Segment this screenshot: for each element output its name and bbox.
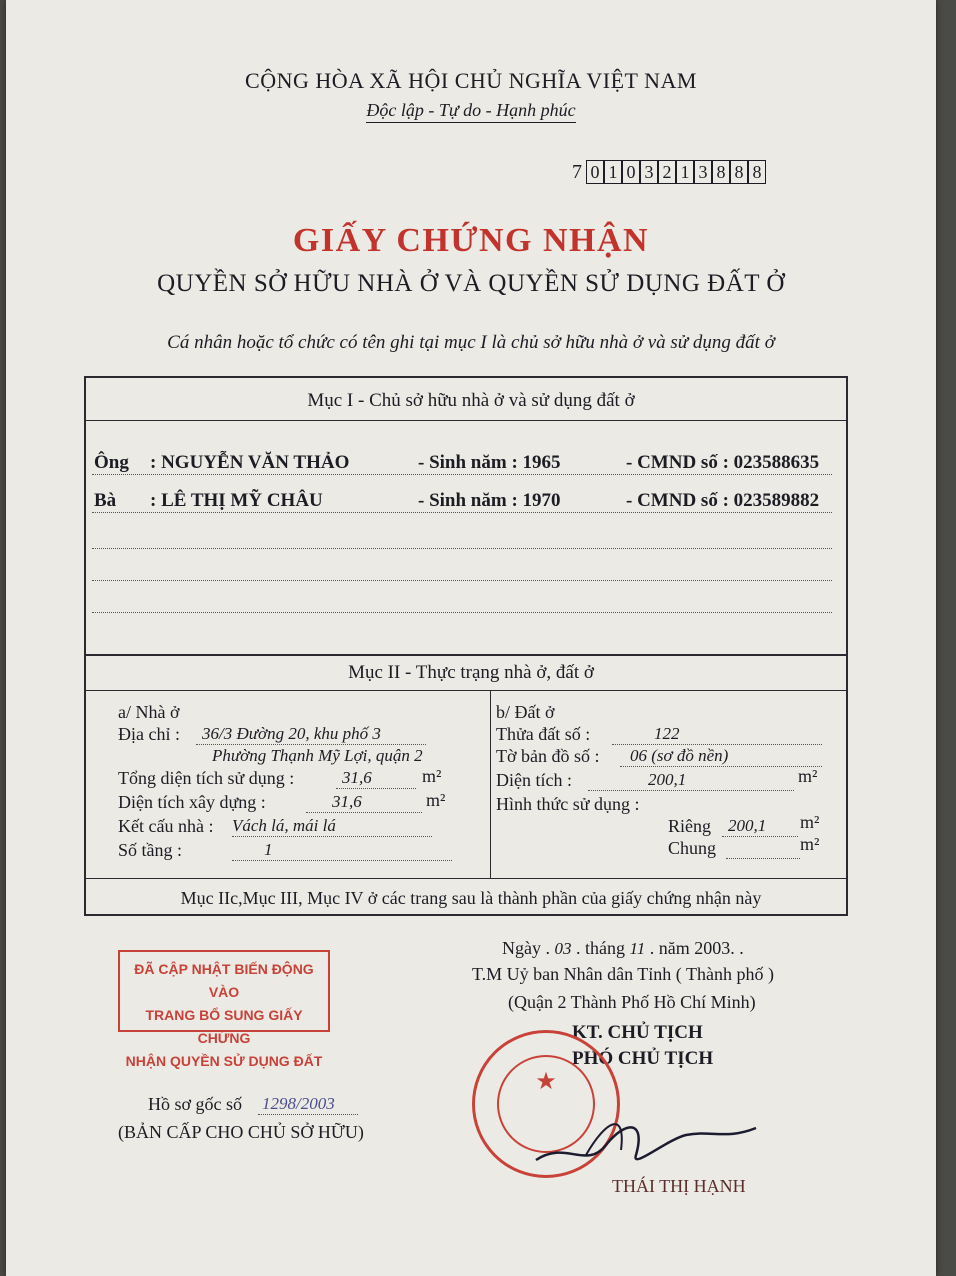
section1-title: Mục I - Chủ sở hữu nhà ở và sử dụng đất ở (307, 390, 635, 411)
land-area-label: Diện tích : (496, 770, 572, 790)
parcel-value: 122 (654, 724, 680, 743)
house-heading: a/ Nhà ở (118, 702, 180, 722)
shared-label: Chung (668, 838, 717, 858)
land-area-value: 200,1 (648, 770, 687, 789)
land-area-unit: m² (798, 766, 818, 786)
section2-footer-divider (86, 878, 846, 879)
build-area-label: Diện tích xây dựng : (118, 792, 266, 812)
document-title: GIẤY CHỨNG NHẬN (292, 222, 650, 259)
dossier-label: Hồ sơ gốc số (148, 1094, 243, 1114)
section2-top-divider (86, 654, 846, 656)
issuing-authority: T.M Uỷ ban Nhân dân Tỉnh ( Thành phố ) (472, 964, 774, 984)
private-label: Riêng (668, 816, 711, 836)
issuing-district: (Quận 2 Thành Phố Hồ Chí Minh) (508, 992, 756, 1012)
issue-date: Ngày . 03 . tháng 11 . năm 2003. . (502, 938, 744, 958)
section2-title-divider (86, 690, 846, 691)
section2-title: Mục II - Thực trạng nhà ở, đất ở (348, 662, 594, 683)
usage-label: Hình thức sử dụng : (496, 794, 640, 814)
box-right-border (846, 376, 848, 916)
land-heading: b/ Đất ở (496, 702, 555, 722)
private-unit: m² (800, 812, 820, 832)
copy-note: (BẢN CẤP CHO CHỦ SỞ HỮU) (118, 1122, 364, 1142)
dossier-number: 1298/2003 (262, 1094, 335, 1113)
signatory-role-1: KT. CHỦ TỊCH (572, 1022, 703, 1043)
signatory-role-2: PHÓ CHỦ TỊCH (572, 1048, 714, 1069)
private-value: 200,1 (728, 816, 767, 835)
update-stamp: ĐÃ CẬP NHẬT BIẾN ĐỘNG VÀO TRANG BỔ SUNG GIẤY CHỨNG NHẬN QUYỀN SỬ DỤNG ĐẤT (118, 950, 330, 1032)
certificate-page: CỘNG HÒA XÃ HỘI CHỦ NGHĨA VIỆT NAM Độc lập - Tự do - Hạnh phúc 7 0 1 0 3 2 1 3 8 8 8 GIẤY CHỨNG NHẬN QUYỀN SỞ HỮU NHÀ Ở VÀ QUYỀN SỬ DỤNG ĐẤT Ở Cá nhân hoặc tổ chức có tên ghi tại mục I là chủ sở hữu nhà ở và sử dụng đất ở Mục I - Chủ sở hữu nhà ở và sử dụng đất ở Ông : NGUYỄN VĂN THẢO - Sinh năm : 1965 - CMND số : 023588635 Bà : LÊ THỊ MỸ CHÂU - Sinh năm : 1970 - CMND số : 023589882 Mục II - Thực trạng nhà ở, đất ở a/ Nhà ở Địa chỉ : 36/3 Đường 20, khu phố 3 Phường Thạnh Mỹ Lợi, quận 2 Tổng diện tích sử dụng : 31,6 m² Diện tích xây dựng : 31,6 m² Kết cấu nhà : Vách lá, mái lá Số tầng : 1 b/ Đất ở Thửa đất số : 122 Tờ bản đồ số : 06 (sơ đồ nền) Diện tích : 200,1 m² Hình thức sử dụng : Riêng 200,1 m² Chung m² Mục IIc,Mục III, Mục IV ở các trang sau là thành phần của giấy chứng nhận này ĐÃ CẬP NHẬT BIẾN ĐỘNG VÀO TRANG BỔ SUNG GIẤY CHỨNG NHẬN QUYỀN SỬ DỤNG ĐẤT Ngày . 03 . tháng 11 . năm 2003. . T.M Uỷ ban Nhân dân Tỉnh ( Thành phố ) (Quận 2 Thành Phố Hồ Chí Minh) KT. CHỦ TỊCH PHÓ CHỦ TỊCH ★ THÁI THỊ HẠNH Hồ sơ gốc số 1298/2003 (BẢN CẤP CHO CHỦ SỞ HỮU) (6, 0, 936, 1276)
section2-footer-note: Mục IIc,Mục III, Mục IV ở các trang sau là thành phần của giấy chứng nhận này (180, 888, 762, 908)
total-area-label: Tổng diện tích sử dụng : (118, 768, 295, 788)
map-value: 06 (sơ đồ nền) (630, 746, 729, 765)
build-area-value: 31,6 (332, 792, 362, 811)
address-label: Địa chỉ : (118, 724, 180, 744)
country-header: CỘNG HÒA XÃ HỘI CHỦ NGHĨA VIỆT NAM (245, 68, 697, 93)
map-label: Tờ bản đồ số : (496, 746, 600, 766)
serial-number: 7 0 1 0 3 2 1 3 8 8 8 (572, 160, 766, 184)
total-area-unit: m² (422, 766, 442, 786)
box-left-border (84, 376, 86, 916)
motto: Độc lập - Tự do - Hạnh phúc (6, 100, 936, 121)
section1-title-divider (86, 420, 846, 421)
shared-unit: m² (800, 834, 820, 854)
parcel-label: Thửa đất số : (496, 724, 591, 744)
floors-label: Số tầng : (118, 840, 183, 860)
structure-label: Kết cấu nhà : (118, 816, 214, 836)
signer-name: THÁI THỊ HẠNH (612, 1176, 746, 1196)
floors-value: 1 (264, 840, 273, 859)
intro-text: Cá nhân hoặc tổ chức có tên ghi tại mục I là chủ sở hữu nhà ở và sử dụng đất ở (167, 332, 775, 353)
address-line2: Phường Thạnh Mỹ Lợi, quận 2 (212, 746, 423, 765)
total-area-value: 31,6 (342, 768, 372, 787)
box-top-border (84, 376, 848, 378)
section2-column-divider (490, 690, 491, 878)
document-subtitle: QUYỀN SỞ HỮU NHÀ Ở VÀ QUYỀN SỬ DỤNG ĐẤT Ở (157, 270, 785, 297)
signature-mark (526, 1100, 766, 1180)
build-area-unit: m² (426, 790, 446, 810)
structure-value: Vách lá, mái lá (232, 816, 336, 835)
address-line1: 36/3 Đường 20, khu phố 3 (202, 724, 381, 743)
box-bottom-border (84, 914, 848, 916)
star-icon: ★ (535, 1069, 557, 1095)
